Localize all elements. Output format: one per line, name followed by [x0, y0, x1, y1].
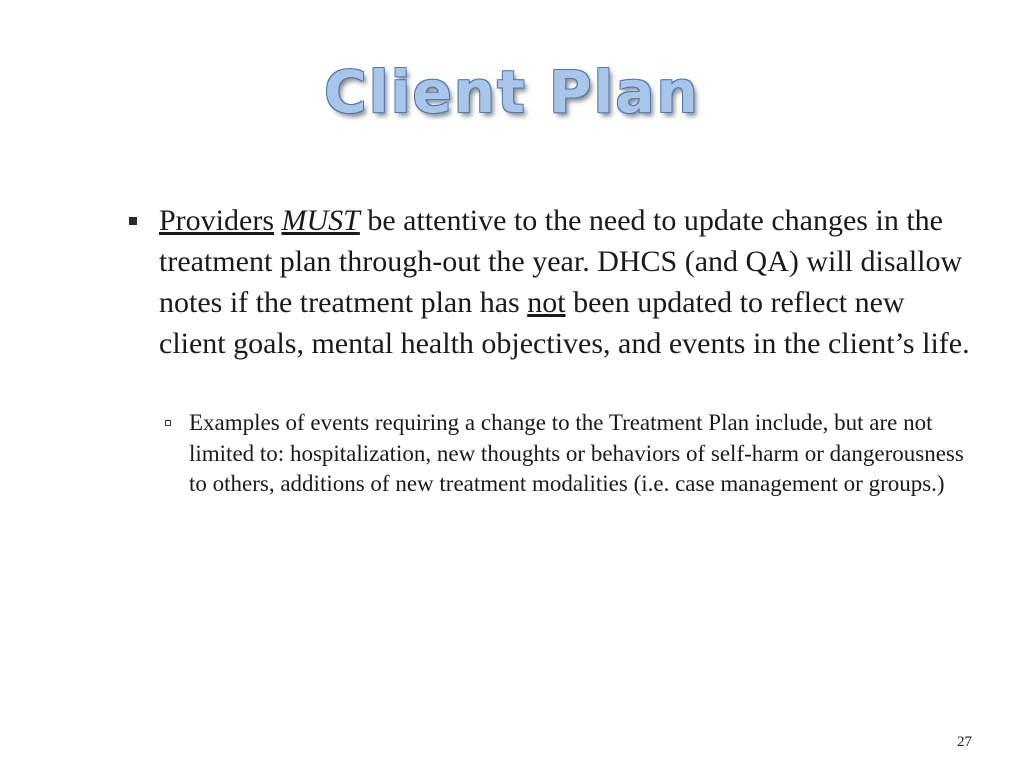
page-number: 27 [957, 734, 972, 750]
not-emphasis: not [527, 286, 566, 319]
hollow-square-bullet-icon [165, 420, 171, 426]
sub-bullet-text: Examples of events requiring a change to the Treatment Plan include, but are not limited to: hospitalization, new thoughts or behaviors of self-harm or dangerousness to others, additions of new treatment modalities (i.e. case management or groups.) [189, 410, 964, 496]
must-emphasis: MUST [281, 204, 360, 237]
slide-content [126, 200, 976, 500]
square-bullet-icon [129, 217, 137, 225]
slide-title: Client Plan [324, 58, 700, 126]
bullet-item-1 [126, 200, 976, 364]
bullet-text-part1: be attentive to the need to update changes in the treatment plan through-out the year. DHCS (and QA) will disallow notes if the treatment plan has [159, 204, 963, 319]
sub-bullet-item [126, 408, 976, 500]
bullet-text-part2: been updated to reflect new client goals, mental health objectives, and events in the client’s life. [159, 286, 970, 360]
providers-text: Providers [159, 204, 274, 237]
